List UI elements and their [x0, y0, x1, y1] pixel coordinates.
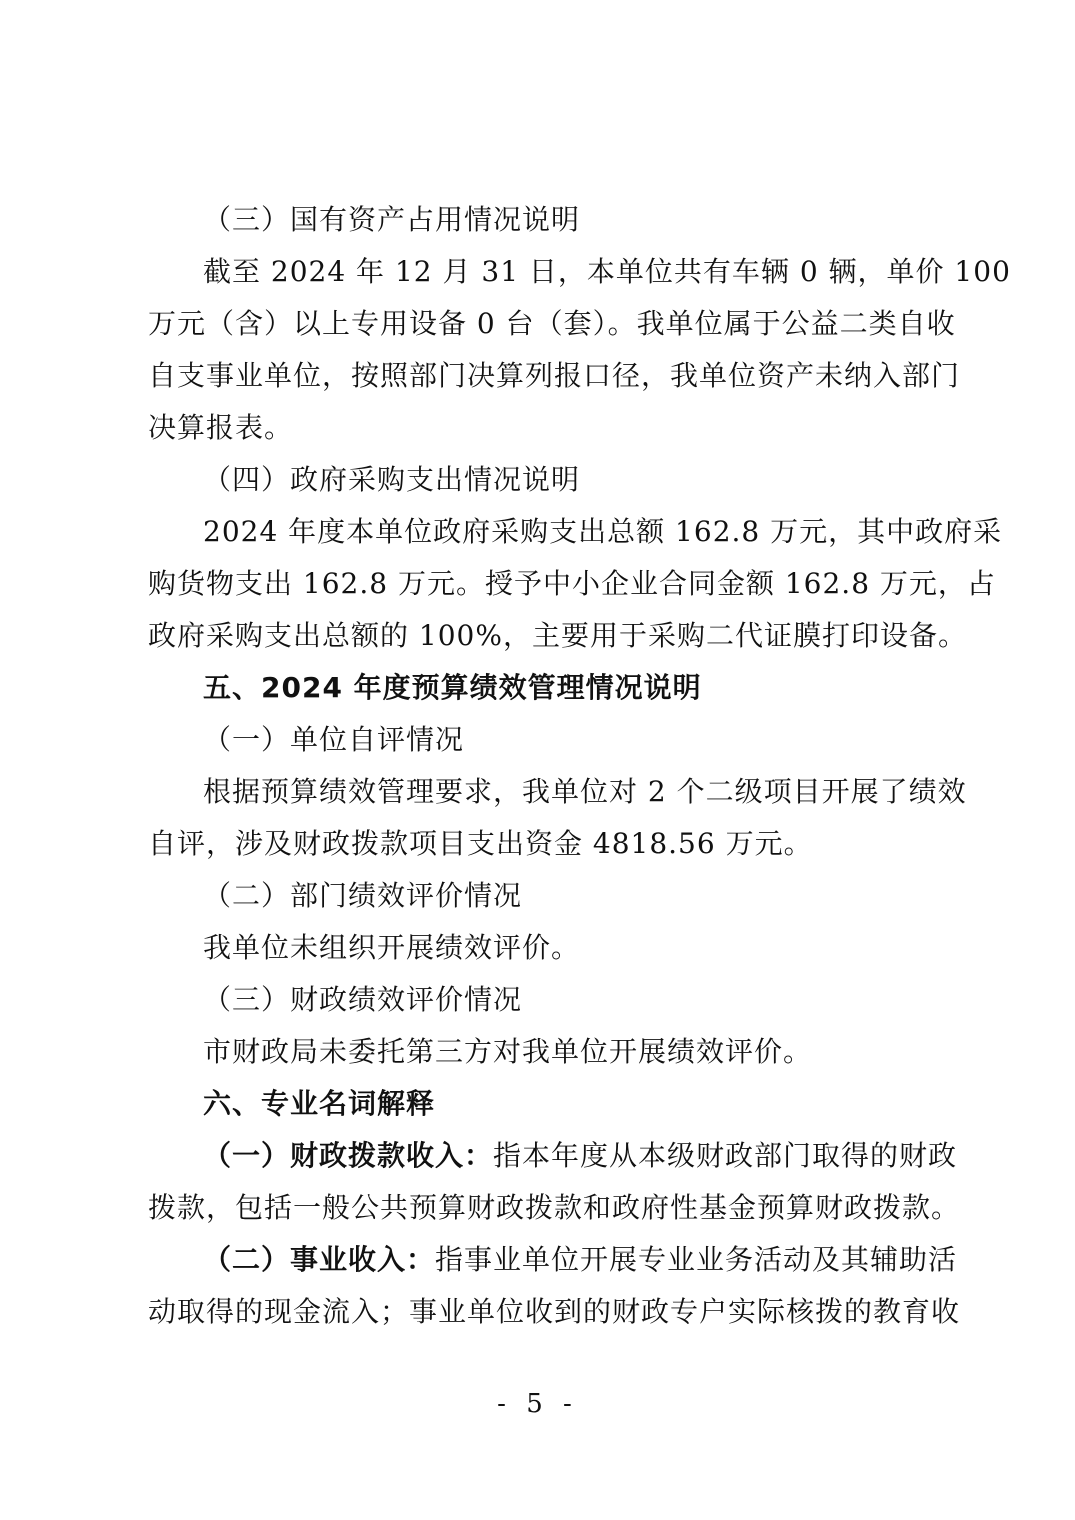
paragraph-line: 购货物支出 162.8 万元。授予中小企业合同金额 162.8 万元，占: [148, 567, 996, 600]
section-heading-performance: 五、2024 年度预算绩效管理情况说明: [203, 671, 702, 704]
page-number: - 5 -: [497, 1389, 578, 1419]
glossary-definition: 指本年度从本级财政部门取得的财政: [493, 1139, 958, 1172]
glossary-entry-fiscal-appropriation: [203, 1130, 958, 1182]
paragraph-line: 自评，涉及财政拨款项目支出资金 4818.56 万元。: [148, 827, 813, 860]
glossary-term: （一）财政拨款收入：: [203, 1139, 494, 1172]
paragraph-line: 我单位未组织开展绩效评价。: [203, 931, 581, 964]
paragraph-line: 自支事业单位，按照部门决算列报口径，我单位资产未纳入部门: [148, 359, 961, 392]
subsection-heading-self-eval: （一）单位自评情况: [203, 723, 465, 756]
paragraph-line: 根据预算绩效管理要求，我单位对 2 个二级项目开展了绩效: [203, 775, 967, 808]
paragraph-line: 万元（含）以上专用设备 0 台（套）。我单位属于公益二类自收: [148, 307, 956, 340]
subsection-heading-finance-eval: （三）财政绩效评价情况: [203, 983, 523, 1016]
paragraph-line: 拨款，包括一般公共预算财政拨款和政府性基金预算财政拨款。: [148, 1191, 961, 1224]
subsection-heading-state-assets: （三）国有资产占用情况说明: [203, 203, 581, 236]
subsection-heading-dept-eval: （二）部门绩效评价情况: [203, 879, 523, 912]
paragraph-line: 2024 年度本单位政府采购支出总额 162.8 万元，其中政府采: [203, 515, 1003, 548]
glossary-entry-business-income: [203, 1234, 958, 1286]
subsection-heading-procurement: （四）政府采购支出情况说明: [203, 463, 581, 496]
glossary-definition: 指事业单位开展专业业务活动及其辅助活: [435, 1243, 958, 1276]
glossary-term: （二）事业收入：: [203, 1243, 436, 1276]
paragraph-line: 市财政局未委托第三方对我单位开展绩效评价。: [203, 1035, 813, 1068]
section-heading-glossary: 六、专业名词解释: [203, 1087, 436, 1120]
paragraph-line: 决算报表。: [148, 411, 294, 444]
paragraph-line: 动取得的现金流入；事业单位收到的财政专户实际核拨的教育收: [148, 1295, 961, 1328]
paragraph-line: 政府采购支出总额的 100%，主要用于采购二代证膜打印设备。: [148, 619, 967, 652]
paragraph-line: 截至 2024 年 12 月 31 日，本单位共有车辆 0 辆，单价 100: [203, 255, 1011, 288]
